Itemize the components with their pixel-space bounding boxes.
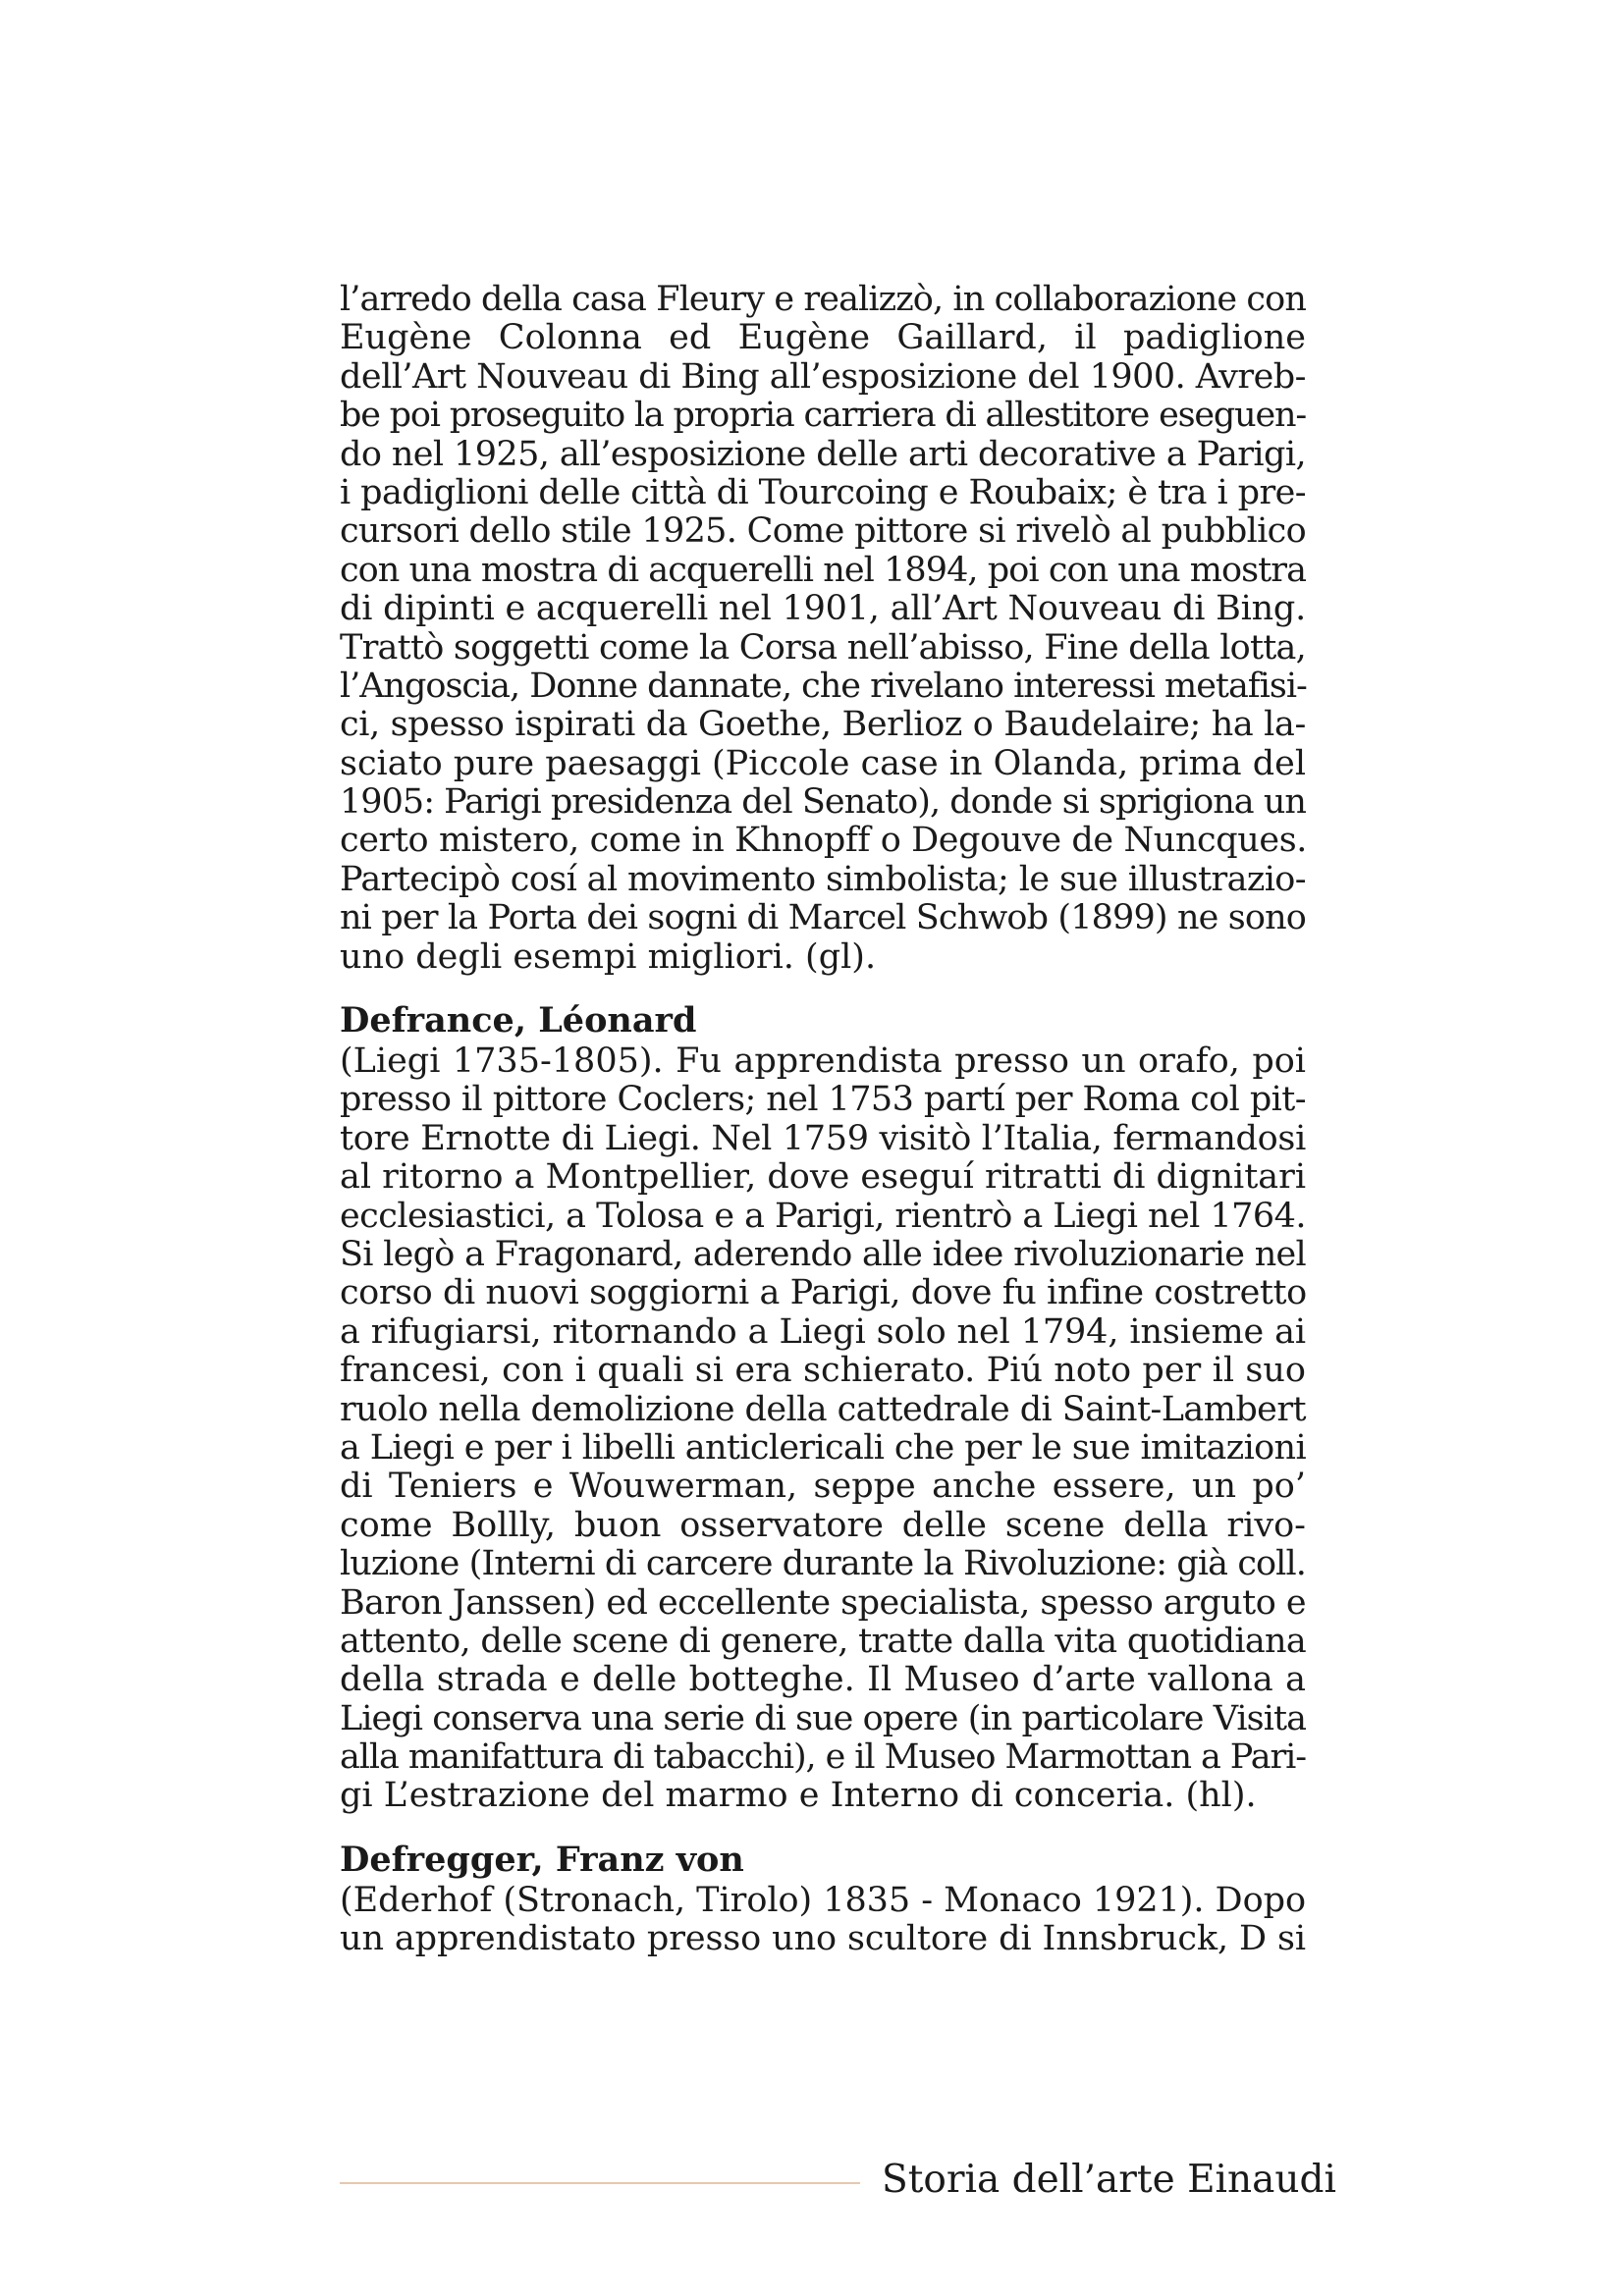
text-line: do nel 1925, all’esposizione delle arti decorative a Parigi,: [340, 434, 1306, 474]
intro-paragraph: [340, 281, 1306, 977]
footer-title: Storia dell’arte Einaudi: [882, 2158, 1336, 2202]
text-line: (Liegi 1735-1805). Fu apprendista presso un orafo, poi: [340, 1041, 1306, 1082]
text-line: l’Angoscia, Donne dannate, che rivelano interessi metafisi-: [340, 666, 1307, 706]
text-line: un apprendistato presso uno scultore di Innsbruck, D si: [340, 1919, 1306, 1959]
text-line: be poi proseguito la propria carriera di allestitore eseguen-: [340, 396, 1306, 436]
text-line: ci, spesso ispirati da Goethe, Berlioz o Baudelaire; ha la-: [340, 705, 1306, 745]
text-line: con una mostra di acquerelli nel 1894, poi con una mostra: [340, 550, 1306, 590]
text-line: Eugène Colonna ed Eugène Gaillard, il padiglione: [340, 318, 1306, 358]
text-line: Trattò soggetti come la Corsa nell’abisso, Fine della lotta,: [340, 627, 1306, 667]
text-line: a Liegi e per i libelli anticlericali che per le sue imitazioni: [340, 1427, 1306, 1468]
text-line: sciato pure paesaggi (Piccole case in Olanda, prima del: [340, 743, 1306, 783]
text-line: a rifugiarsi, ritornando a Liegi solo nel 1794, insieme ai: [340, 1311, 1306, 1352]
text-line: luzione (Interni di carcere durante la Rivoluzione: già coll.: [340, 1544, 1306, 1584]
entry-heading: Defrance, Léonard: [340, 1000, 697, 1041]
text-line: Si legò a Fragonard, aderendo alle idee rivoluzionarie nel: [340, 1234, 1306, 1274]
text-line: tore Ernotte di Liegi. Nel 1759 visitò l’Italia, fermandosi: [340, 1118, 1306, 1158]
text-line: i padiglioni delle città di Tourcoing e Roubaix; è tra i pre-: [340, 472, 1306, 512]
text-line: 1905: Parigi presidenza del Senato), donde si sprigiona un: [340, 782, 1306, 823]
entry-defregger: [340, 1841, 1306, 1959]
text-line: (Ederhof (Stronach, Tirolo) 1835 - Monaco 1921). Dopo: [340, 1880, 1306, 1920]
text-line: attento, delle scene di genere, tratte dalla vita quotidiana: [340, 1621, 1306, 1661]
text-line: alla manifattura di tabacchi), e il Museo Marmottan a Pari-: [340, 1737, 1306, 1778]
entry-defrance: [340, 1001, 1306, 1816]
text-line: francesi, con i quali si era schierato. Piú noto per il suo: [340, 1351, 1306, 1391]
text-line: al ritorno a Montpellier, dove eseguí ritratti di dignitari: [340, 1157, 1306, 1198]
text-line: Baron Janssen) ed eccellente specialista, spesso arguto e: [340, 1582, 1306, 1623]
text-line: della strada e delle botteghe. Il Museo d’arte vallona a: [340, 1660, 1306, 1700]
text-line: di Teniers e Wouwerman, seppe anche essere, un po’: [340, 1467, 1306, 1507]
text-line: gi L’estrazione del marmo e Interno di conceria. (hl).: [340, 1776, 1257, 1816]
text-line: l’arredo della casa Fleury e realizzò, in collaborazione con: [340, 280, 1306, 319]
text-line: cursori dello stile 1925. Come pittore si rivelò al pubblico: [340, 511, 1306, 552]
text-line: come Bollly, buon osservatore delle scene della rivo-: [340, 1505, 1306, 1545]
text-line: Liegi conserva una serie di sue opere (in particolare Visita: [340, 1698, 1306, 1738]
text-line: uno degli esempi migliori. (gl).: [340, 936, 877, 977]
text-line: dell’Art Nouveau di Bing all’esposizione del 1900. Avreb-: [340, 356, 1306, 397]
text-line: ecclesiastici, a Tolosa e a Parigi, rientrò a Liegi nel 1764.: [340, 1196, 1306, 1236]
text-line: ni per la Porta dei sogni di Marcel Schwob (1899) ne sono: [340, 898, 1306, 938]
text-line: ruolo nella demolizione della cattedrale di Saint-Lambert: [340, 1389, 1306, 1429]
entry-heading: Defregger, Franz von: [340, 1839, 744, 1880]
footer-rule: [340, 2182, 860, 2184]
text-line: Partecipò cosí al movimento simbolista; le sue illustrazio-: [340, 859, 1306, 899]
text-line: presso il pittore Coclers; nel 1753 partí per Roma col pit-: [340, 1080, 1306, 1120]
text-line: di dipinti e acquerelli nel 1901, all’Art Nouveau di Bing.: [340, 589, 1307, 629]
text-line: certo mistero, come in Khnopff o Degouve de Nuncques.: [340, 821, 1308, 861]
page-body: [340, 281, 1306, 1959]
text-line: corso di nuovi soggiorni a Parigi, dove fu infine costretto: [340, 1273, 1307, 1313]
